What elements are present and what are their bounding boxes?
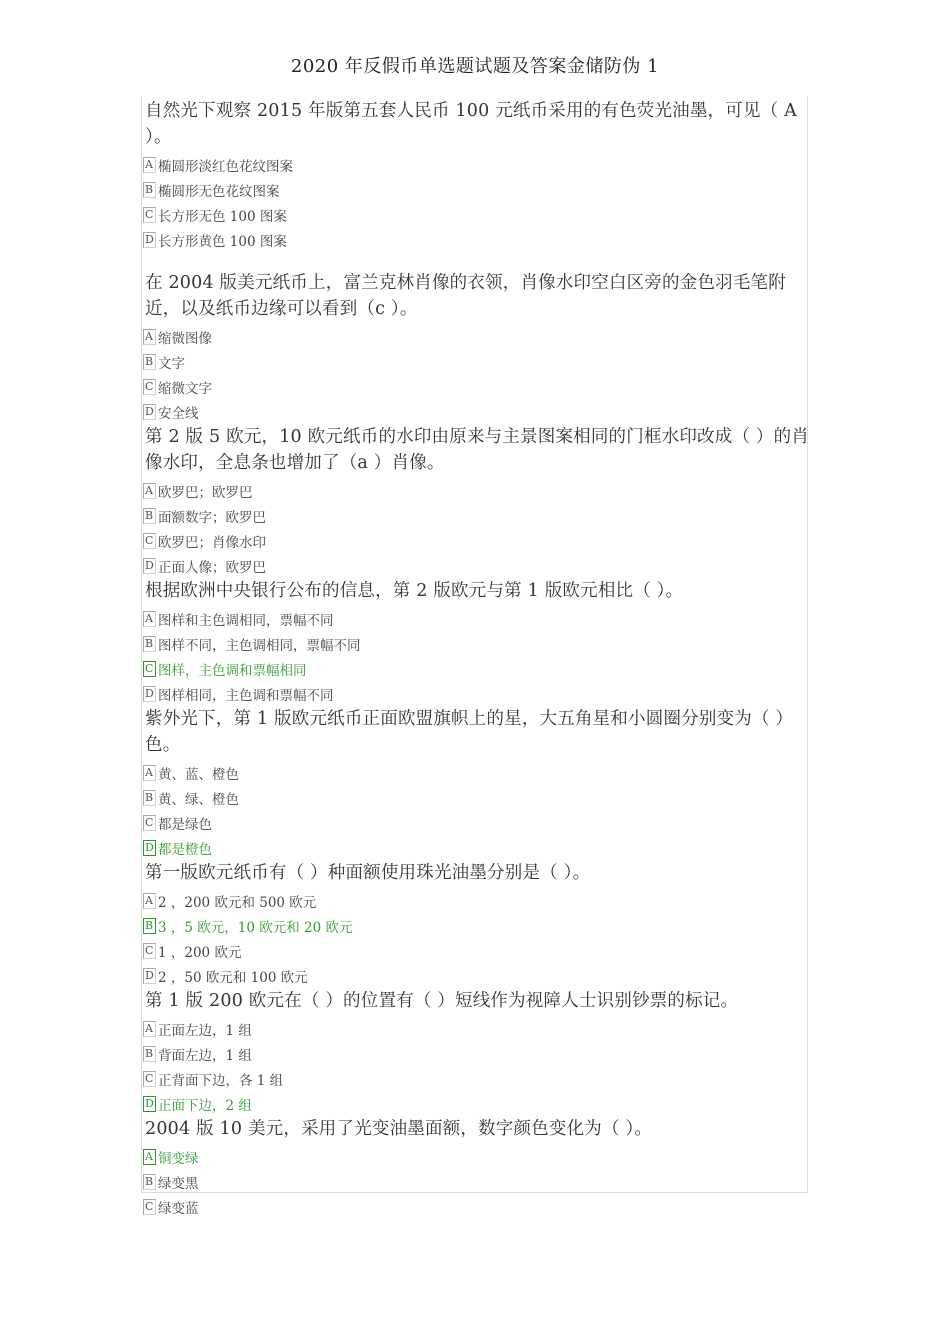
option-label: 图样，主色调和票幅相同 [158, 662, 307, 679]
option-checkbox[interactable]: A [143, 1021, 156, 1037]
option-checkbox[interactable]: A [143, 765, 156, 781]
option-checkbox[interactable]: C [143, 379, 156, 395]
option-label: 绿变黑 [158, 1175, 199, 1192]
option-checkbox[interactable]: D [143, 1096, 156, 1112]
question-text: 紫外光下，第 1 版欧元纸币正面欧盟旗帜上的星，大五角星和小圆圈分别变为（ ）色。 [145, 709, 794, 755]
question-block [145, 860, 809, 988]
option-checkbox[interactable]: A [143, 893, 156, 909]
option-checkbox[interactable]: D [143, 968, 156, 984]
answer-option[interactable] [143, 760, 809, 785]
option-checkbox[interactable]: C [143, 1071, 156, 1087]
option-checkbox[interactable]: A [143, 483, 156, 499]
option-checkbox[interactable]: C [143, 1199, 156, 1215]
option-checkbox[interactable]: C [143, 207, 156, 223]
option-checkbox[interactable]: B [143, 918, 156, 934]
option-checkbox[interactable]: D [143, 558, 156, 574]
option-label: 正面人像；欧罗巴 [158, 559, 266, 576]
option-list [145, 478, 809, 578]
answer-option[interactable] [143, 1194, 809, 1219]
option-label: 正背面下边，各 1 组 [158, 1072, 284, 1089]
answer-option[interactable] [143, 888, 809, 913]
question-text: 自然光下观察 2015 年版第五套人民币 100 元纸币采用的有色荧光油墨，可见（ A ）。 [145, 101, 797, 147]
option-checkbox[interactable]: B [143, 354, 156, 370]
option-checkbox[interactable]: D [143, 840, 156, 856]
option-label: 都是橙色 [158, 841, 212, 858]
option-checkbox[interactable]: B [143, 790, 156, 806]
answer-option[interactable] [143, 1169, 809, 1194]
option-checkbox[interactable]: A [143, 1149, 156, 1165]
option-checkbox[interactable]: B [143, 182, 156, 198]
option-label: 椭圆形淡红色花纹图案 [158, 158, 293, 175]
question-block [145, 988, 809, 1116]
option-label: 图样不同，主色调相同，票幅不同 [158, 637, 361, 654]
option-label: 都是绿色 [158, 816, 212, 833]
question-block [145, 1116, 809, 1219]
answer-option[interactable] [143, 1066, 809, 1091]
question-block [145, 424, 809, 578]
option-label: 缩微图像 [158, 330, 212, 347]
option-checkbox[interactable]: B [143, 1046, 156, 1062]
option-label: 黄、蓝、橙色 [158, 766, 239, 783]
question-block [145, 706, 809, 860]
question-text: 第 1 版 200 欧元在（ ）的位置有（ ）短线作为视障人士识别钞票的标记。 [145, 991, 739, 1011]
option-label: 面额数字；欧罗巴 [158, 509, 266, 526]
answer-option[interactable] [143, 835, 809, 860]
option-label: 图样相同，主色调和票幅不同 [158, 687, 334, 704]
option-checkbox[interactable]: C [143, 533, 156, 549]
option-checkbox[interactable]: A [143, 329, 156, 345]
answer-option[interactable] [143, 810, 809, 835]
answer-option[interactable] [143, 631, 809, 656]
option-checkbox[interactable]: B [143, 508, 156, 524]
answer-option[interactable] [143, 963, 809, 988]
option-list [145, 606, 809, 706]
option-label: 文字 [158, 355, 185, 372]
answer-option[interactable] [143, 374, 809, 399]
option-checkbox[interactable]: A [143, 611, 156, 627]
option-label: 黄、绿、橙色 [158, 791, 239, 808]
question-block [145, 578, 809, 706]
question-text: 第一版欧元纸币有（ ）种面额使用珠光油墨分别是（ ）。 [145, 863, 591, 883]
spacer [145, 252, 809, 270]
option-label: 欧罗巴；欧罗巴 [158, 484, 253, 501]
option-label: 背面左边，1 组 [158, 1047, 252, 1064]
option-label: 正面左边，1 组 [158, 1022, 252, 1039]
option-list [145, 760, 809, 860]
answer-option[interactable] [143, 202, 809, 227]
answer-option[interactable] [143, 399, 809, 424]
option-label: 椭圆形无色花纹图案 [158, 183, 280, 200]
option-list [145, 1144, 809, 1219]
option-label: 2 ，200 欧元和 500 欧元 [158, 894, 317, 911]
option-checkbox[interactable]: B [143, 1174, 156, 1190]
answer-option[interactable] [143, 1144, 809, 1169]
option-checkbox[interactable]: C [143, 661, 156, 677]
answer-option[interactable] [143, 681, 809, 706]
option-label: 欧罗巴；肖像水印 [158, 534, 266, 551]
answer-option[interactable] [143, 1016, 809, 1041]
answer-option[interactable] [143, 913, 809, 938]
answer-option[interactable] [143, 1041, 809, 1066]
answer-option[interactable] [143, 177, 809, 202]
option-checkbox[interactable]: C [143, 943, 156, 959]
option-label: 长方形无色 100 图案 [158, 208, 287, 225]
answer-option[interactable] [143, 503, 809, 528]
option-label: 铜变绿 [158, 1150, 199, 1167]
option-label: 长方形黄色 100 图案 [158, 233, 287, 250]
option-label: 缩微文字 [158, 380, 212, 397]
question-text: 2004 版 10 美元，采用了光变油墨面额，数字颜色变化为（ ）。 [145, 1119, 653, 1139]
option-checkbox[interactable]: C [143, 815, 156, 831]
option-label: 1 ，200 欧元 [158, 944, 242, 961]
answer-option[interactable] [143, 606, 809, 631]
question-list [145, 98, 809, 1219]
option-label: 正面下边，2 组 [158, 1097, 252, 1114]
question-text: 第 2 版 5 欧元，10 欧元纸币的水印由原来与主景图案相同的门框水印改成（ ）的肖像水印，全息条也增加了（a ）肖像。 [145, 427, 810, 473]
option-label: 安全线 [158, 405, 199, 422]
option-checkbox[interactable]: D [143, 232, 156, 248]
answer-option[interactable] [143, 553, 809, 578]
answer-option[interactable] [143, 785, 809, 810]
option-list [145, 1016, 809, 1116]
answer-option[interactable] [143, 656, 809, 681]
question-text: 在 2004 版美元纸币上，富兰克林肖像的衣领，肖像水印空白区旁的金色羽毛笔附近，以及纸币边缘可以看到（c ）。 [145, 273, 786, 319]
option-label: 3 ，5 欧元，10 欧元和 20 欧元 [158, 919, 353, 936]
option-list [145, 888, 809, 988]
option-checkbox[interactable]: A [143, 157, 156, 173]
question-block [145, 270, 809, 424]
answer-option[interactable] [143, 152, 809, 177]
question-block [145, 98, 809, 270]
question-text: 根据欧洲中央银行公布的信息，第 2 版欧元与第 1 版欧元相比（ ）。 [145, 581, 684, 601]
option-label: 图样和主色调相同，票幅不同 [158, 612, 334, 629]
option-checkbox[interactable]: D [143, 404, 156, 420]
option-checkbox[interactable]: D [143, 686, 156, 702]
answer-option[interactable] [143, 938, 809, 963]
page-title: 2020 年反假币单选题试题及答案金储防伪 1 [290, 56, 660, 77]
option-checkbox[interactable]: B [143, 636, 156, 652]
option-label: 2 ，50 欧元和 100 欧元 [158, 969, 308, 986]
option-label: 绿变蓝 [158, 1200, 199, 1217]
option-list [145, 324, 809, 424]
answer-option[interactable] [143, 349, 809, 374]
answer-option[interactable] [143, 227, 809, 252]
answer-option[interactable] [143, 478, 809, 503]
answer-option[interactable] [143, 324, 809, 349]
answer-option[interactable] [143, 528, 809, 553]
answer-option[interactable] [143, 1091, 809, 1116]
option-list [145, 152, 809, 252]
